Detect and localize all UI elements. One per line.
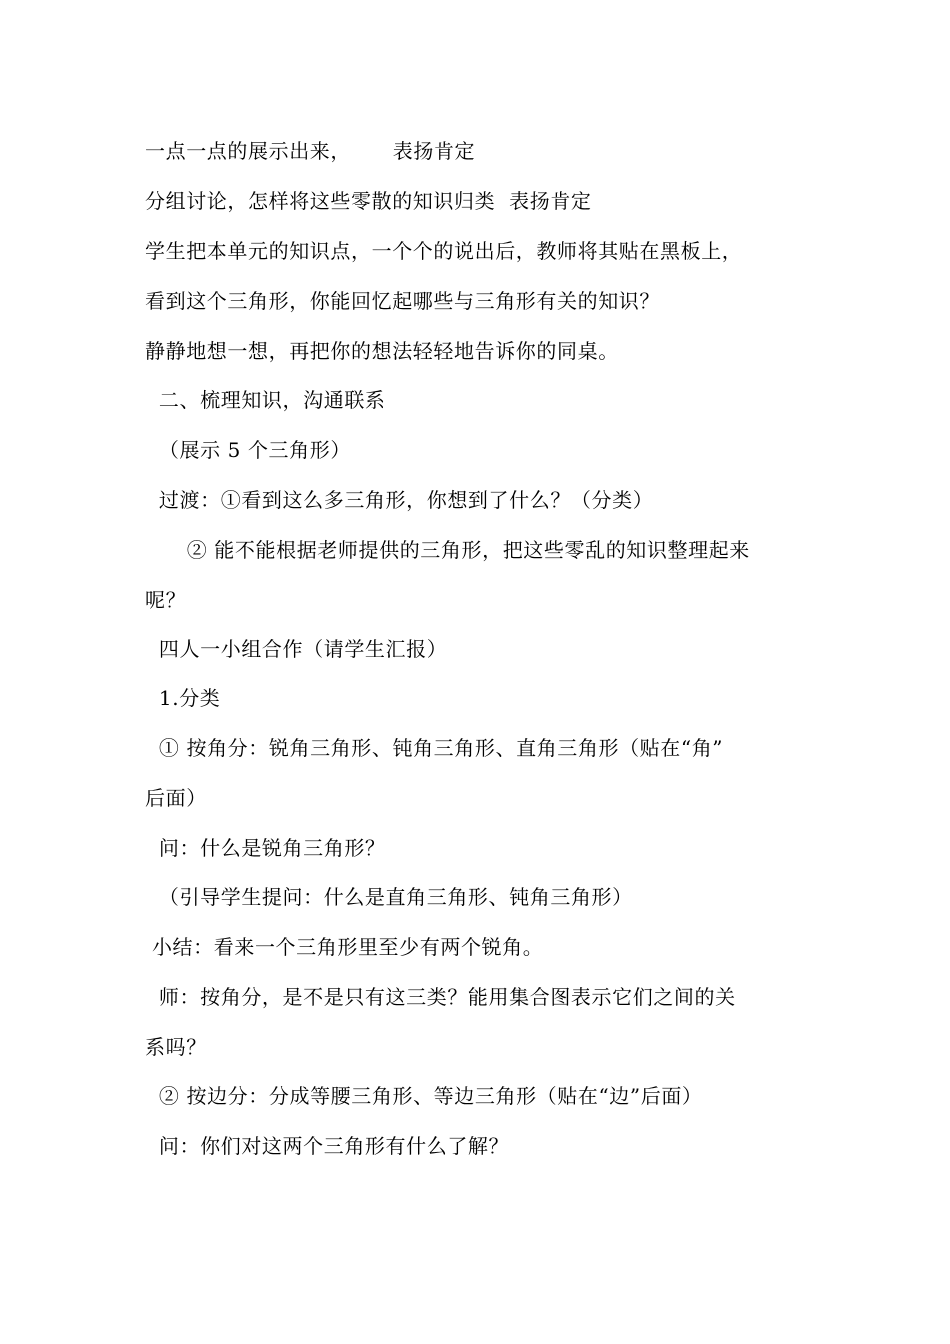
text-line: 学生把本单元的知识点，一个个的说出后，教师将其贴在黑板上， (145, 239, 743, 263)
text-line: 分组讨论，怎样将这些零散的知识归类 表扬肯定 (145, 189, 592, 213)
text-line: 静静地想一想，再把你的想法轻轻地告诉你的同桌。 (145, 339, 619, 363)
text-line: ② 能不能根据老师提供的三角形，把这些零乱的知识整理起来 (145, 538, 750, 562)
text-line: ① 按角分：锐角三角形、钝角三角形、直角三角形（贴在“角” (145, 736, 724, 760)
text-line: 呢？ (145, 588, 187, 612)
text-line: （引导学生提问：什么是直角三角形、钝角三角形） (145, 885, 633, 909)
text-line: 1.分类 (145, 686, 221, 710)
text-line: 过渡：①看到这么多三角形，你想到了什么？（分类） (145, 488, 654, 512)
text-line: 师：按角分，是不是只有这三类？能用集合图表示它们之间的关 (145, 985, 736, 1009)
section-heading: 二、梳理知识，沟通联系 (145, 388, 386, 412)
text-line: 四人一小组合作（请学生汇报） (145, 637, 448, 661)
text-line: 系吗？ (145, 1035, 207, 1059)
text-line: （展示 5 个三角形） (145, 438, 351, 462)
text-line: ② 按边分：分成等腰三角形、等边三角形（贴在“边”后面） (145, 1084, 703, 1108)
text-line: 问：什么是锐角三角形？ (145, 836, 386, 860)
text-line: 问：你们对这两个三角形有什么了解？ (145, 1134, 510, 1158)
text-line: 小结：看来一个三角形里至少有两个锐角。 (145, 935, 544, 959)
text-line: 看到这个三角形，你能回忆起哪些与三角形有关的知识？ (145, 289, 660, 313)
text-line: 一点一点的展示出来， 表扬肯定 (145, 139, 476, 163)
text-line: 后面） (145, 786, 207, 810)
